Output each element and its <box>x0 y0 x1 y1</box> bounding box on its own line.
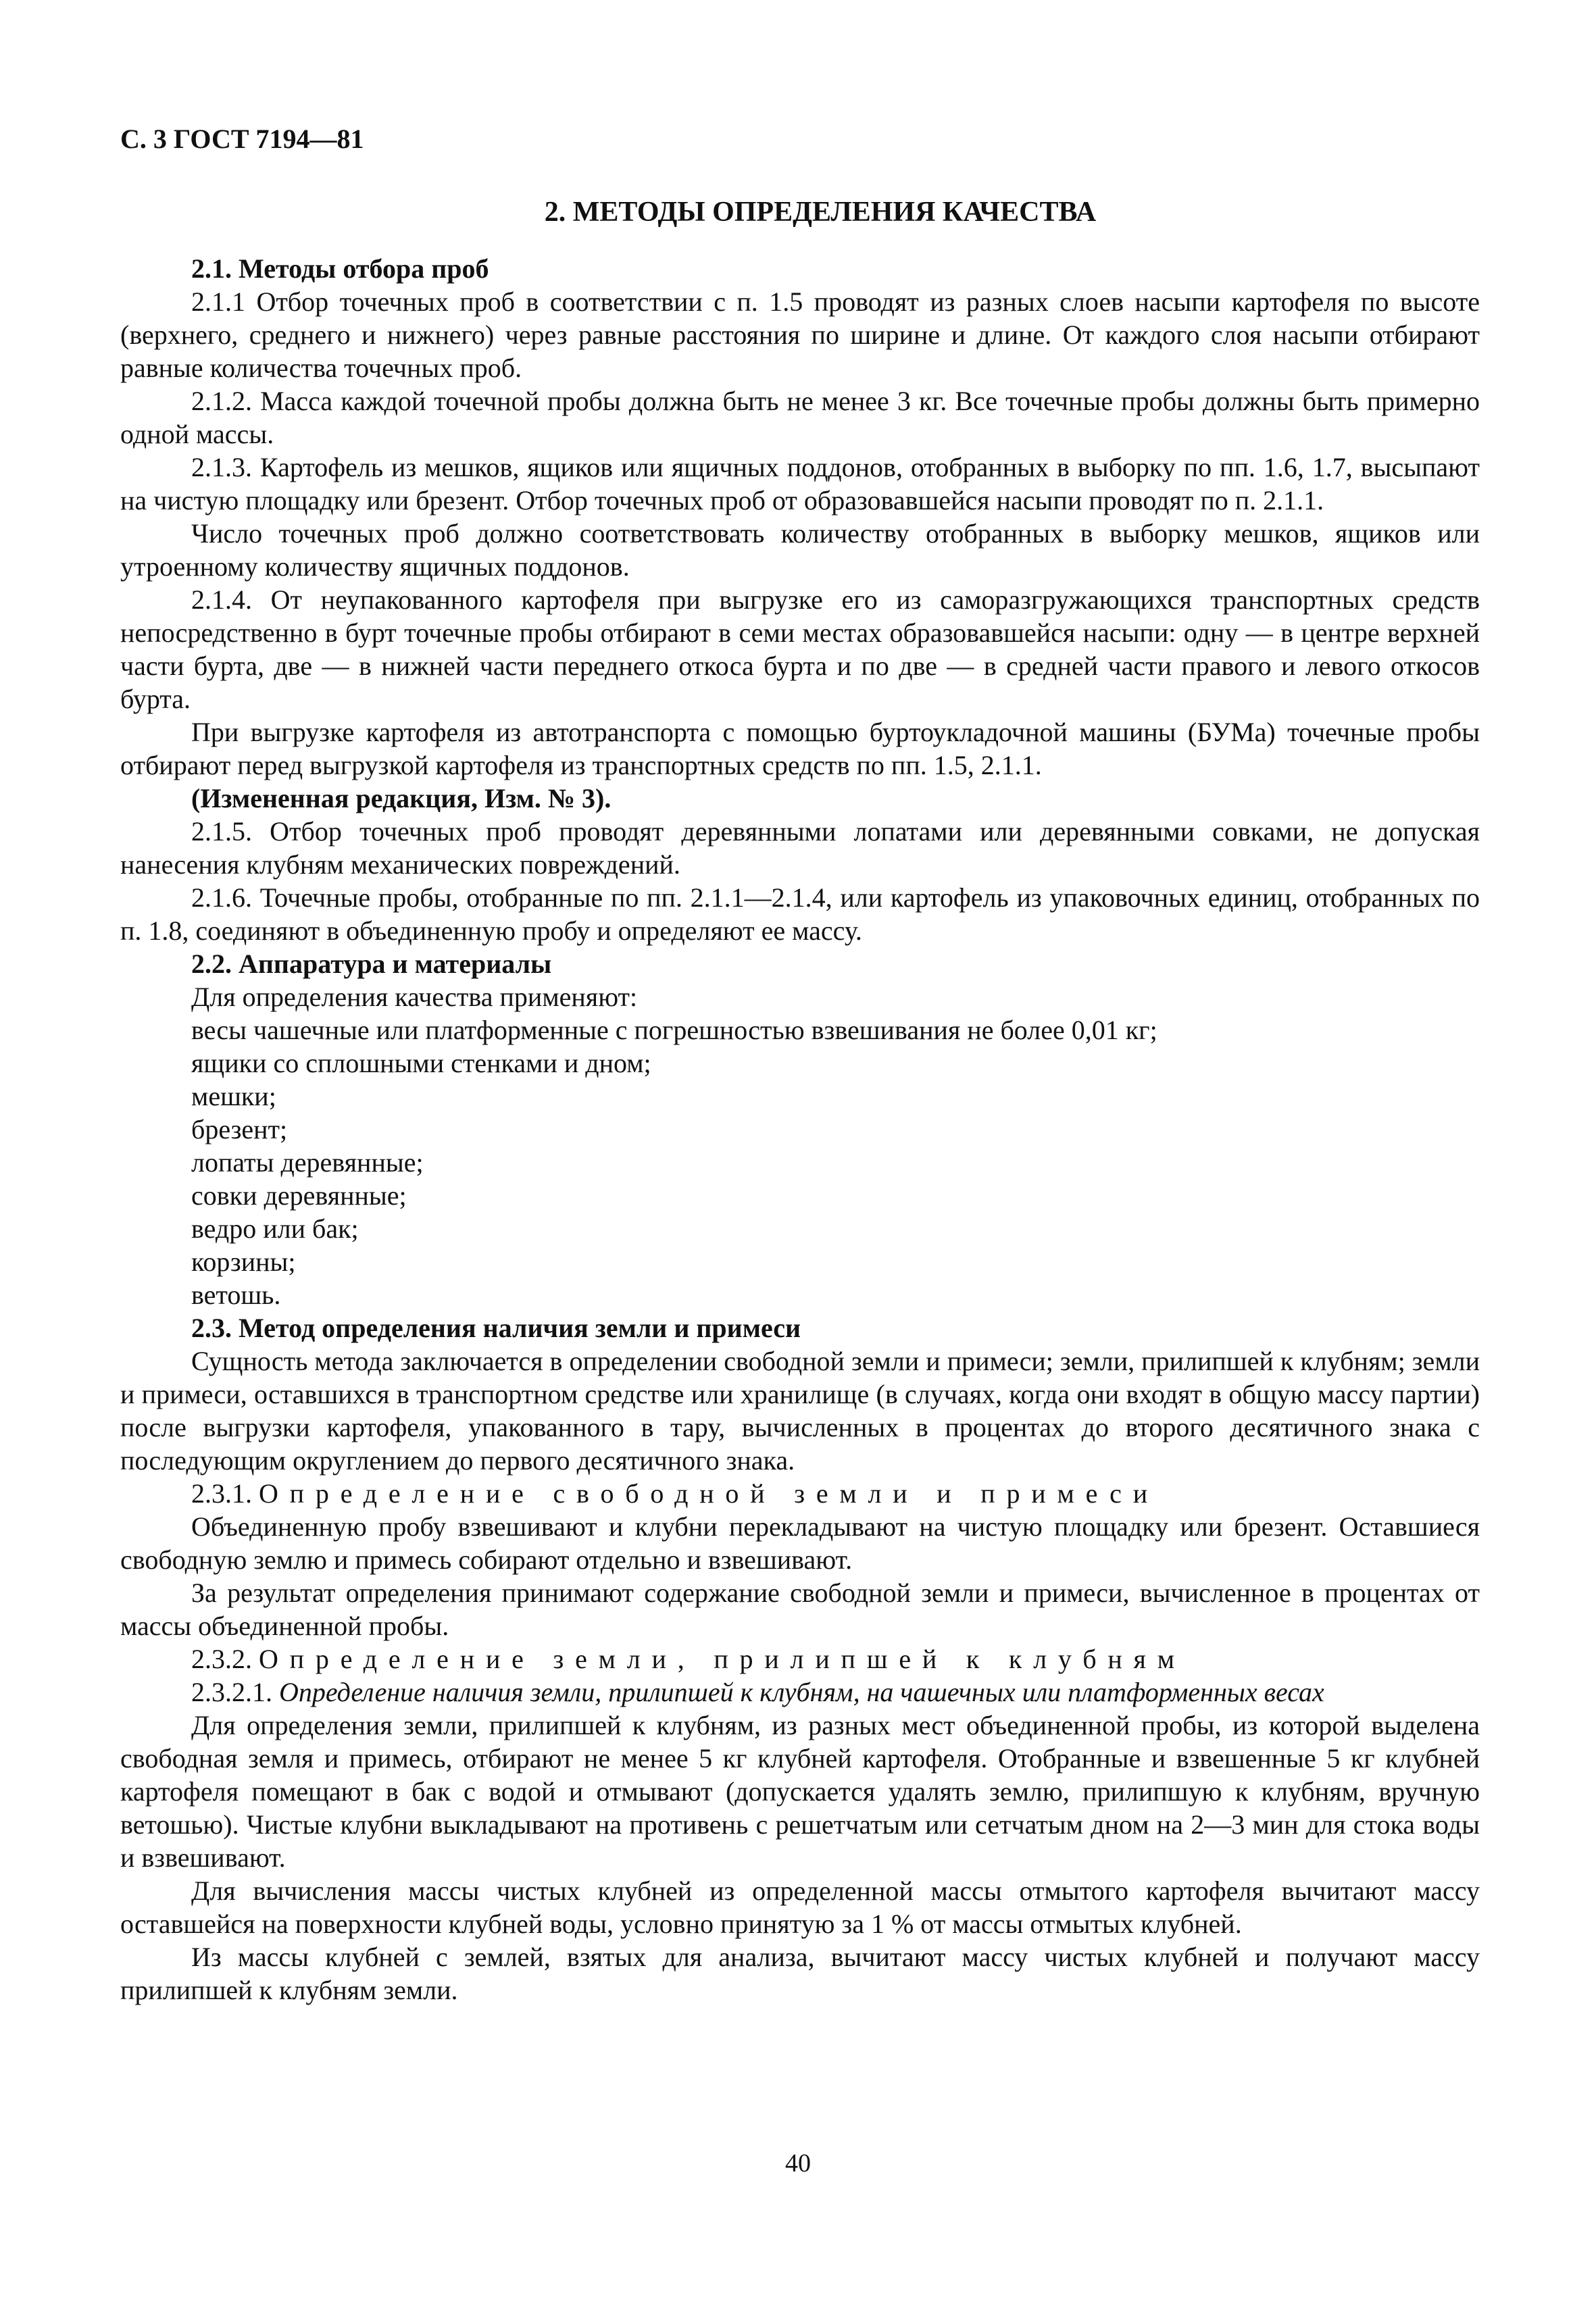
paragraph-2-3-1-b: За результат определения принимают содержание свободной земли и примеси, вычисленное в процентах от массы объединенной пробы. <box>120 1578 1480 1641</box>
paragraph-2-1-3: 2.1.3. Картофель из мешков, ящиков или ящичных поддонов, отобранных в выборку по пп. 1.6, 1.7, высыпают на чистую площадку или брезент. Отбор точечных проб от образовавшейся насыпи проводят по п. 2.1.1. <box>120 452 1480 515</box>
equipment-item: лопаты деревянные; <box>191 1147 424 1178</box>
heading-2-3-2 <box>120 1642 1480 1676</box>
paragraph-2-3-2-1-b: Для вычисления массы чистых клубней из определенной массы отмытого картофеля вычитают массу оставшейся на поверхности клубней воды, условно принятую за 1 % от массы отмытых клубней. <box>120 1876 1480 1939</box>
paragraph-2-1-3-cont: Число точечных проб должно соответствовать количеству отобранных в выборку мешков, ящиков или утроенному количеству ящичных поддонов. <box>120 518 1480 582</box>
heading-2-1: 2.1. Методы отбора проб <box>191 253 489 284</box>
paragraph-2-3-1-a: Объединенную пробу взвешивают и клубни перекладывают на чистую площадку или брезент. Оставшиеся свободную землю и примесь собирают отдельно и взвешивают. <box>120 1511 1480 1575</box>
paragraph-2-1-5: 2.1.5. Отбор точечных проб проводят деревянными лопатами или деревянными совками, не допуская нанесения клубням механических повреждений. <box>120 816 1480 880</box>
paragraph-2-1-6: 2.1.6. Точечные пробы, отобранные по пп. 2.1.1—2.1.4, или картофель из упаковочных единиц, отобранных по п. 1.8, соединяют в объединенную пробу и определяют ее массу. <box>120 882 1480 946</box>
heading-2-3-2-number: 2.3.2. <box>191 1644 252 1674</box>
running-header: С. 3 ГОСТ 7194—81 <box>120 124 364 154</box>
equipment-intro: Для определения качества применяют: <box>191 982 638 1012</box>
text-column <box>120 196 1480 2007</box>
equipment-item: мешки; <box>191 1081 276 1111</box>
paragraph-2-3: Сущность метода заключается в определении свободной земли и примеси; земли, прилипшей к клубням; земли и примеси, оставшихся в транспортном средстве или хранилище (в случаях, когда они входят в общую массу партии) после выгрузки картофеля, упакованного в тару, вычисленных в процентах до второго десятичного знака с последующим округлением до первого десятичного знака. <box>120 1346 1480 1476</box>
heading-2-3-1 <box>120 1477 1480 1510</box>
paragraph-2-3-2-1-c: Из массы клубней с землей, взятых для анализа, вычитают массу чистых клубней и получают массу прилипшей к клубням земли. <box>120 1942 1480 2005</box>
heading-2-3-1-title: Определение свободной земли и примеси <box>259 1478 1159 1509</box>
equipment-item: брезент; <box>191 1114 288 1145</box>
equipment-item: ведро или бак; <box>191 1213 359 1244</box>
heading-2-3-2-1-number: 2.3.2.1. <box>191 1677 272 1707</box>
heading-2-3-1-number: 2.3.1. <box>191 1478 252 1509</box>
equipment-item: корзины; <box>191 1247 296 1277</box>
paragraph-2-1-4-cont: При выгрузке картофеля из автотранспорта с помощью буртоукладочной машины (БУМа) точечные пробы отбирают перед выгрузкой картофеля из транспортных средств по пп. 1.5, 2.1.1. <box>120 717 1480 780</box>
equipment-item: ветошь. <box>191 1280 281 1310</box>
paragraph-2-3-2-1-a: Для определения земли, прилипшей к клубням, из разных мест объединенной пробы, из которой выделена свободная земля и примесь, отбирают не менее 5 кг клубней картофеля. Отобранные и взвешенные 5 кг клубней картофеля помещают в бак с водой и отмывают (допускается удалять землю, прилипшую к клубням, вручную ветошью). Чистые клубни выкладывают на противень с решетчатым или сетчатым дном на 2—3 мин для стока воды и взвешивают. <box>120 1710 1480 1873</box>
section-title: 2. МЕТОДЫ ОПРЕДЕЛЕНИЯ КАЧЕСТВА <box>544 197 1097 228</box>
equipment-item: ящики со сплошными стенками и дном; <box>191 1048 651 1078</box>
paragraph-2-1-2: 2.1.2. Масса каждой точечной пробы должна быть не менее 3 кг. Все точечные пробы должны быть примерно одной массы. <box>120 386 1480 449</box>
page-number: 40 <box>785 2149 811 2178</box>
heading-2-3-2-1-title: Определение наличия земли, прилипшей к клубням, на чашечных или платформенных весах <box>279 1677 1324 1707</box>
amendment-note: (Измененная редакция, Изм. № 3). <box>191 783 612 813</box>
heading-2-3-2-1 <box>120 1676 1480 1709</box>
paragraph-2-1-1: 2.1.1 Отбор точечных проб в соответствии с п. 1.5 проводят из разных слоев насыпи картофеля по высоте (верхнего, среднего и нижнего) через равные расстояния по ширине и длине. От каждого слоя насыпи отбирают равные количества точечных проб. <box>120 286 1480 383</box>
paragraph-2-1-4: 2.1.4. От неупакованного картофеля при выгрузке его из саморазгружающихся транспортных средств непосредственно в бурт точечные пробы отбирают в семи местах образовавшейся насыпи: одну — в центре верхней части бурта, две — в нижней части переднего откоса бурта и по две — в средней части правого и левого откосов бурта. <box>120 584 1480 714</box>
equipment-item: совки деревянные; <box>191 1180 407 1211</box>
heading-2-3: 2.3. Метод определения наличия земли и примеси <box>191 1313 801 1343</box>
heading-2-2: 2.2. Аппаратура и материалы <box>191 949 552 979</box>
equipment-item: весы чашечные или платформенные с погрешностью взвешивания не более 0,01 кг; <box>191 1015 1157 1045</box>
heading-2-3-2-title: Определение земли, прилипшей к клубням <box>259 1644 1186 1674</box>
